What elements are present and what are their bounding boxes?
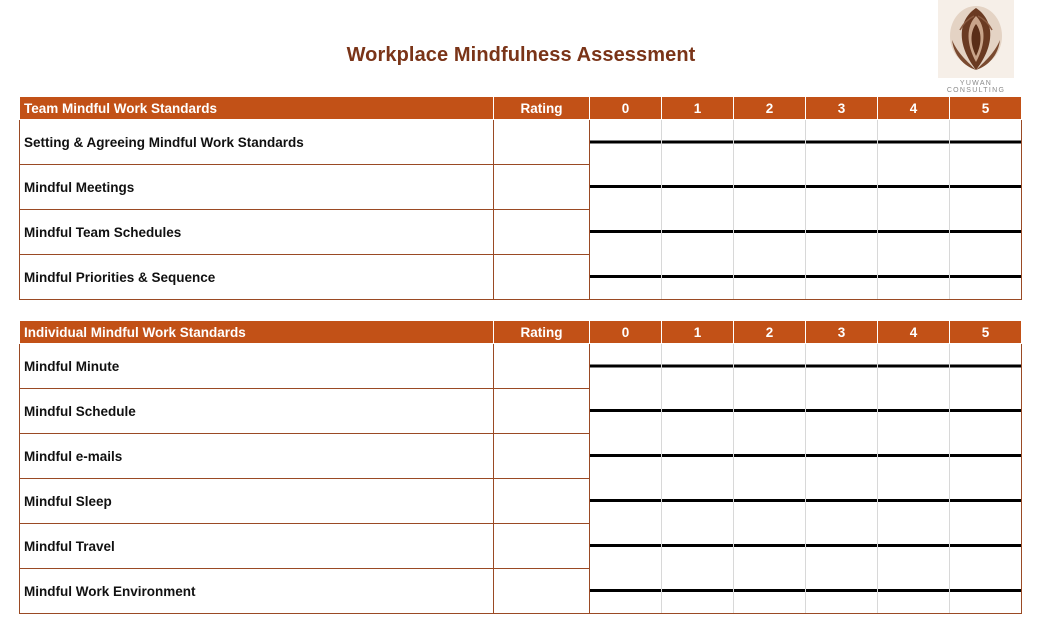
table-row <box>20 434 1022 479</box>
score-bar-cell <box>950 210 1022 255</box>
table-row <box>20 389 1022 434</box>
rating-cell[interactable] <box>494 165 590 210</box>
logo-text: YUWAN CONSULTING <box>946 80 1006 94</box>
standard-label: Mindful Team Schedules <box>20 210 494 255</box>
score-bar-cell <box>590 524 662 569</box>
scale-header: 1 <box>662 97 734 120</box>
table-row <box>20 344 1022 389</box>
page-title: Workplace Mindfulness Assessment <box>346 44 696 66</box>
score-bar-cell <box>878 479 950 524</box>
table-header-row <box>20 321 1022 344</box>
score-bar-cell <box>734 434 806 479</box>
rating-header: Rating <box>494 321 590 344</box>
score-bar-cell <box>878 165 950 210</box>
standard-label: Mindful Meetings <box>20 165 494 210</box>
score-bar-cell <box>806 569 878 614</box>
score-bar-cell <box>878 524 950 569</box>
company-logo <box>930 0 1022 94</box>
standard-label: Mindful Travel <box>20 524 494 569</box>
score-bar-cell <box>734 344 806 389</box>
score-bar-cell <box>806 344 878 389</box>
table-row <box>20 569 1022 614</box>
score-bar-cell <box>662 434 734 479</box>
standard-label: Mindful e-mails <box>20 434 494 479</box>
score-bar-cell <box>806 210 878 255</box>
score-bar-cell <box>950 569 1022 614</box>
score-bar-cell <box>662 389 734 434</box>
score-bar-cell <box>590 569 662 614</box>
score-bar-cell <box>734 524 806 569</box>
table-header-row <box>20 97 1022 120</box>
score-bar-cell <box>734 120 806 165</box>
standard-label: Mindful Priorities & Sequence <box>20 255 494 300</box>
team-standards-table <box>19 96 1022 300</box>
score-bar-cell <box>590 389 662 434</box>
scale-header: 1 <box>662 321 734 344</box>
scale-header: 3 <box>806 97 878 120</box>
rating-cell[interactable] <box>494 479 590 524</box>
score-bar-cell <box>662 569 734 614</box>
lotus-flame-icon <box>938 0 1014 78</box>
score-bar-cell <box>662 344 734 389</box>
table-row <box>20 479 1022 524</box>
table-row <box>20 255 1022 300</box>
score-bar-cell <box>878 434 950 479</box>
score-bar-cell <box>590 344 662 389</box>
standard-label: Mindful Minute <box>20 344 494 389</box>
scale-header: 0 <box>590 97 662 120</box>
standard-label: Setting & Agreeing Mindful Work Standards <box>20 120 494 165</box>
rating-cell[interactable] <box>494 569 590 614</box>
score-bar-cell <box>806 524 878 569</box>
score-bar-cell <box>590 120 662 165</box>
individual-standards-table <box>19 320 1022 614</box>
table-row <box>20 524 1022 569</box>
scale-header: 5 <box>950 97 1022 120</box>
score-bar-cell <box>950 479 1022 524</box>
score-bar-cell <box>950 255 1022 300</box>
score-bar-cell <box>734 255 806 300</box>
score-bar-cell <box>878 344 950 389</box>
score-bar-cell <box>590 479 662 524</box>
scale-header: 2 <box>734 321 806 344</box>
rating-cell[interactable] <box>494 434 590 479</box>
score-bar-cell <box>662 210 734 255</box>
score-bar-cell <box>590 210 662 255</box>
scale-header: 4 <box>878 97 950 120</box>
score-bar-cell <box>734 210 806 255</box>
standard-label: Mindful Schedule <box>20 389 494 434</box>
score-bar-cell <box>878 255 950 300</box>
score-bar-cell <box>950 524 1022 569</box>
section-header: Team Mindful Work Standards <box>20 97 494 120</box>
score-bar-cell <box>950 434 1022 479</box>
score-bar-cell <box>734 569 806 614</box>
table-row <box>20 120 1022 165</box>
score-bar-cell <box>878 120 950 165</box>
standard-label: Mindful Work Environment <box>20 569 494 614</box>
scale-header: 4 <box>878 321 950 344</box>
rating-cell[interactable] <box>494 524 590 569</box>
score-bar-cell <box>734 389 806 434</box>
score-bar-cell <box>878 569 950 614</box>
rating-cell[interactable] <box>494 389 590 434</box>
score-bar-cell <box>590 255 662 300</box>
score-bar-cell <box>806 479 878 524</box>
score-bar-cell <box>662 255 734 300</box>
score-bar-cell <box>734 165 806 210</box>
rating-cell[interactable] <box>494 344 590 389</box>
score-bar-cell <box>590 434 662 479</box>
score-bar-cell <box>662 165 734 210</box>
score-bar-cell <box>806 389 878 434</box>
score-bar-cell <box>950 165 1022 210</box>
score-bar-cell <box>806 255 878 300</box>
rating-cell[interactable] <box>494 120 590 165</box>
score-bar-cell <box>950 120 1022 165</box>
score-bar-cell <box>950 344 1022 389</box>
table-row <box>20 210 1022 255</box>
scale-header: 5 <box>950 321 1022 344</box>
table-row <box>20 165 1022 210</box>
score-bar-cell <box>806 434 878 479</box>
scale-header: 2 <box>734 97 806 120</box>
rating-header: Rating <box>494 97 590 120</box>
rating-cell[interactable] <box>494 255 590 300</box>
score-bar-cell <box>590 165 662 210</box>
score-bar-cell <box>662 479 734 524</box>
score-bar-cell <box>806 165 878 210</box>
score-bar-cell <box>734 479 806 524</box>
score-bar-cell <box>662 120 734 165</box>
score-bar-cell <box>950 389 1022 434</box>
score-bar-cell <box>662 524 734 569</box>
standard-label: Mindful Sleep <box>20 479 494 524</box>
score-bar-cell <box>806 120 878 165</box>
scale-header: 3 <box>806 321 878 344</box>
scale-header: 0 <box>590 321 662 344</box>
score-bar-cell <box>878 210 950 255</box>
section-header: Individual Mindful Work Standards <box>20 321 494 344</box>
rating-cell[interactable] <box>494 210 590 255</box>
score-bar-cell <box>878 389 950 434</box>
